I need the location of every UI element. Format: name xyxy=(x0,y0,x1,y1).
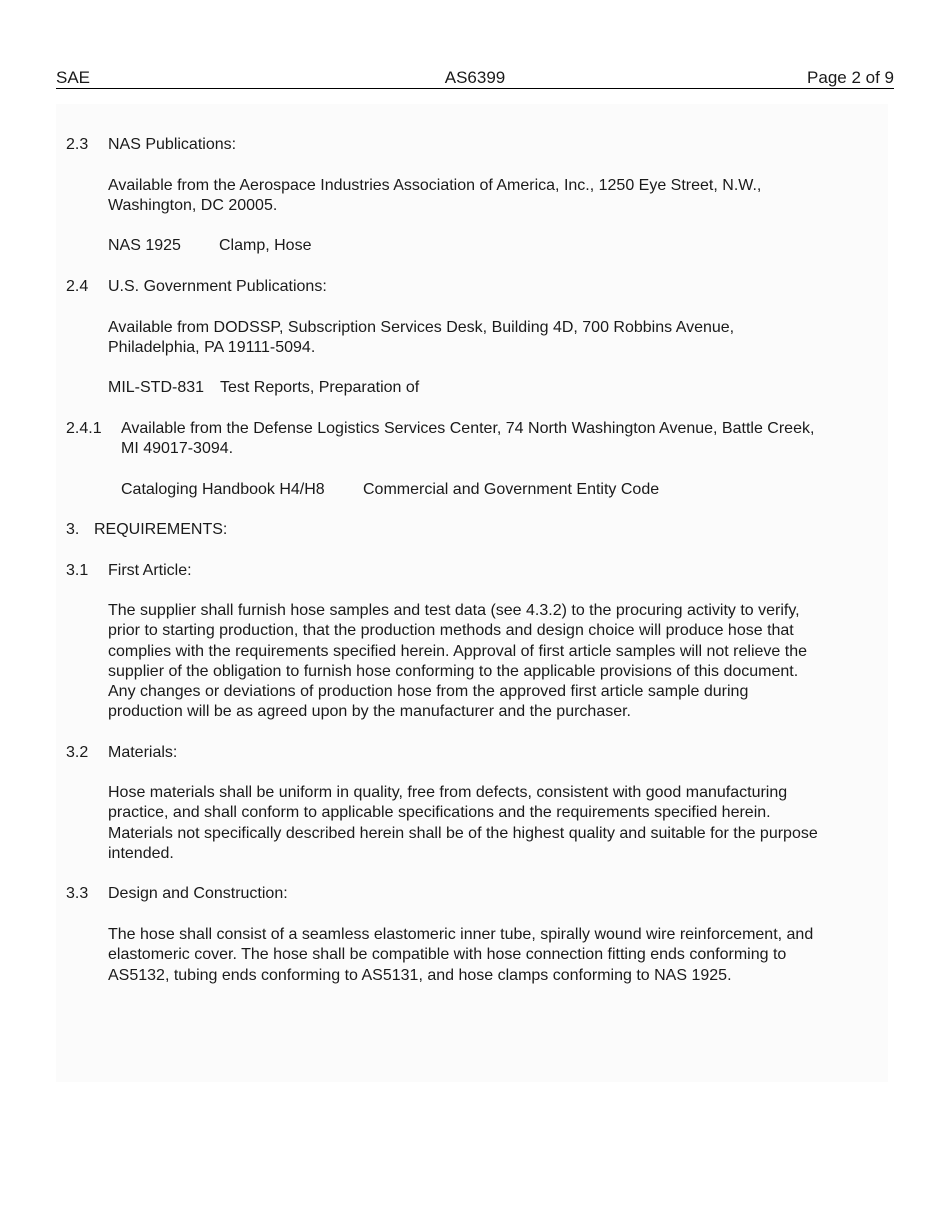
paragraph-line: intended. xyxy=(108,844,174,862)
section-2-3-title: NAS Publications: xyxy=(108,136,237,153)
reference-code: Cataloging Handbook H4/H8 xyxy=(121,481,325,498)
section-3-3-title: Design and Construction: xyxy=(108,885,288,902)
reference-code: MIL-STD-831 xyxy=(108,379,205,396)
paragraph-line: The hose shall consist of a seamless elastomeric inner tube, spirally wound wire reinforcement, and xyxy=(108,926,814,943)
paragraph-line: Available from DODSSP, Subscription Services Desk, Building 4D, 700 Robbins Avenue, xyxy=(108,319,735,336)
section-2-4-title: U.S. Government Publications: xyxy=(108,278,327,295)
header-doc-number: AS6399 xyxy=(444,68,506,87)
paragraph-line: Washington, DC 20005. xyxy=(108,197,278,215)
reference-title: Clamp, Hose xyxy=(219,237,312,254)
reference-title: Commercial and Government Entity Code xyxy=(363,481,660,498)
paragraph-line: The supplier shall furnish hose samples and test data (see 4.3.2) to the procuring activity to verify, xyxy=(108,602,800,619)
section-3-title: REQUIREMENTS: xyxy=(94,521,228,538)
reference-code: NAS 1925 xyxy=(108,237,181,254)
header-org: SAE xyxy=(56,68,91,87)
section-3-1-title: First Article: xyxy=(108,562,192,579)
reference-title: Test Reports, Preparation of xyxy=(220,379,420,396)
section-2-4-1-number: 2.4.1 xyxy=(66,420,102,437)
section-2-3-number: 2.3 xyxy=(66,136,89,153)
paragraph-line: elastomeric cover. The hose shall be compatible with hose connection fitting ends conforming to xyxy=(108,946,787,964)
paragraph-line: Available from the Aerospace Industries Association of America, Inc., 1250 Eye Street, N.W., xyxy=(108,177,762,194)
section-2-3-paragraph xyxy=(108,176,868,217)
paragraph-line: Available from the Defense Logistics Services Center, 74 North Washington Avenue, Battle Creek, xyxy=(121,420,815,437)
section-3-number: 3. xyxy=(66,521,80,538)
paragraph-line: practice, and shall conform to applicable specifications and the requirements specified herein. xyxy=(108,804,771,822)
paragraph-line: supplier of the obligation to furnish hose conforming to the applicable provisions of this document. xyxy=(108,662,799,680)
header-page-number: Page 2 of 9 xyxy=(807,68,894,87)
page-header xyxy=(56,67,894,89)
section-3-1-paragraph xyxy=(108,601,868,723)
paragraph-line: Hose materials shall be uniform in quality, free from defects, consistent with good manufacturing xyxy=(108,784,788,801)
paragraph-line: prior to starting production, that the production methods and design choice will produce hose that xyxy=(108,622,794,640)
paragraph-line: Philadelphia, PA 19111-5094. xyxy=(108,339,316,357)
paragraph-line: complies with the requirements specified herein. Approval of first article samples will not relieve the xyxy=(108,642,807,660)
section-3-3-number: 3.3 xyxy=(66,885,89,902)
paragraph-line: production will be as agreed upon by the manufacturer and the purchaser. xyxy=(108,703,631,721)
section-3-2-title: Materials: xyxy=(108,744,178,761)
section-3-2-number: 3.2 xyxy=(66,744,89,761)
section-2-4-number: 2.4 xyxy=(66,278,89,295)
paragraph-line: Any changes or deviations of production hose from the approved first article sample during xyxy=(108,683,749,701)
paragraph-line: MI 49017-3094. xyxy=(121,440,234,458)
section-3-1-number: 3.1 xyxy=(66,562,89,579)
section-3-3-paragraph xyxy=(108,925,868,986)
paragraph-line: AS5132, tubing ends conforming to AS5131, and hose clamps conforming to NAS 1925. xyxy=(108,966,732,984)
paragraph-line: Materials not specifically described herein shall be of the highest quality and suitable for the purpose xyxy=(108,824,818,842)
section-2-4-paragraph xyxy=(108,318,868,359)
section-3-2-paragraph xyxy=(108,783,868,864)
section-2-4-1-paragraph xyxy=(121,419,881,460)
